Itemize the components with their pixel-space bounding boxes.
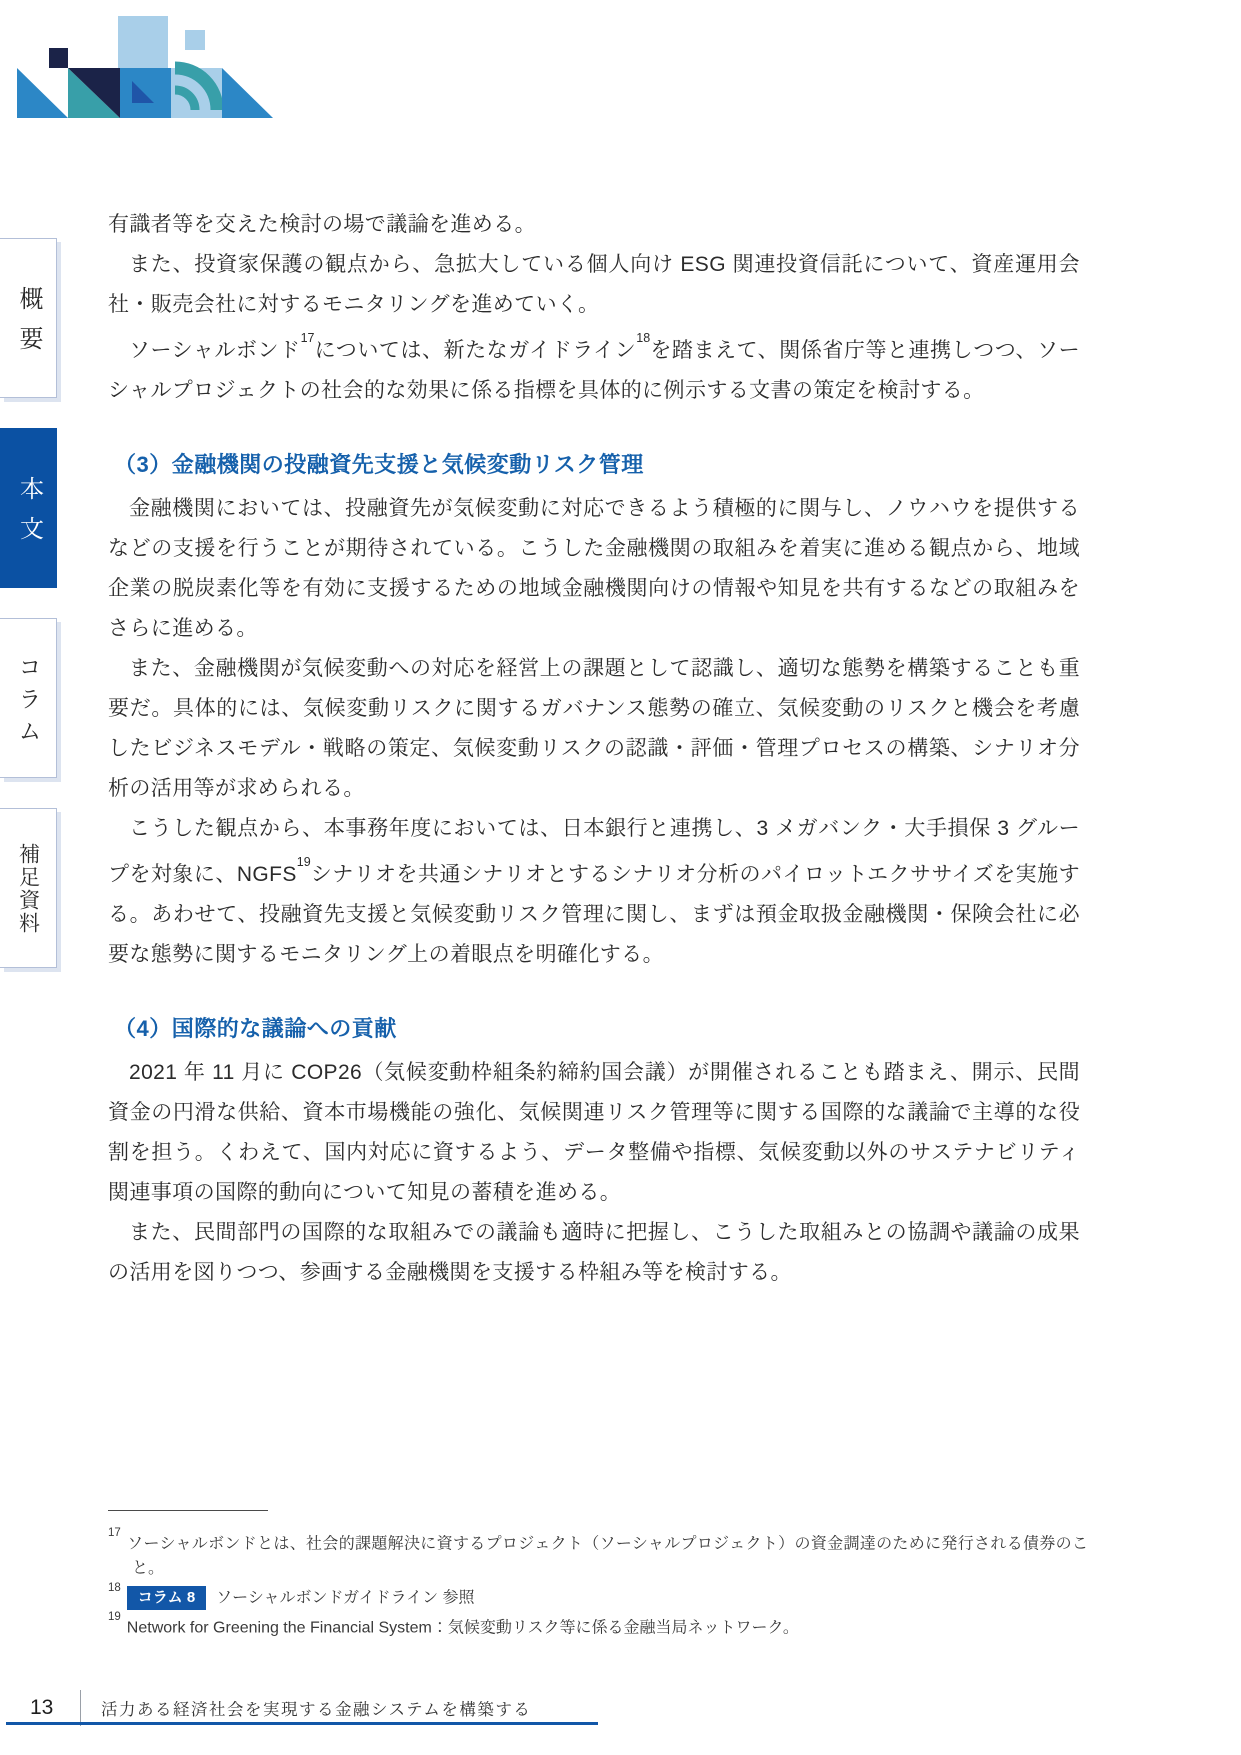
footnotes-section [108, 1510, 1088, 1640]
section-heading-4: （4）国際的な議論への貢献 [114, 1016, 397, 1041]
logo-small-light-square [185, 30, 205, 50]
sidebar-tab-column[interactable] [0, 618, 57, 778]
footnote-19 [108, 1611, 1088, 1640]
footnote-number: 17 [108, 1527, 121, 1540]
footnote-separator-rule [108, 1510, 268, 1511]
body-paragraph: 2021 年 11 月に COP26（気候変動枠組条約締約国会議）が開催されることも踏まえ、開示、民間資金の円滑な供給、資本市場機能の強化、気候関連リスク管理等に関する国際的な議論で主導的な役割を担う。くわえて、国内対応に資するよう、データ整備や指標、気候変動以外のサステナビリティ関連事項の国際的動向について知見の蓄積を進める。 [108, 1061, 1080, 1204]
sidebar-tab-supplementary[interactable] [0, 808, 57, 968]
footer-accent-rule [6, 1722, 598, 1725]
body-paragraph [108, 325, 1080, 411]
section-heading-3: （3）金融機関の投融資先支援と気候変動リスク管理 [114, 452, 644, 477]
footnote-number: 18 [108, 1581, 121, 1594]
body-paragraph: また、金融機関が気候変動への対応を経営上の課題として認識し、適切な態勢を構築することも重要だ。具体的には、気候変動リスクに関するガバナンス態勢の確立、気候変動のリスクと機会を考慮したビジネスモデル・戦略の策定、気候変動リスクの認識・評価・管理プロセスの構築、シナリオ分析の活用等が求められる。 [108, 657, 1080, 800]
tab-label: コラム [15, 654, 42, 751]
body-paragraph: また、投資家保護の観点から、急拡大している個人向け ESG 関連投資信託について、資産運用会社・販売会社に対するモニタリングを進めていく。 [108, 253, 1080, 316]
logo-blue-triangle-right [222, 68, 273, 118]
paragraph-text: を踏まえて、関係省庁等と連携しつつ、ソーシャルプロジェクトの社会的な効果に係る指標を具体的に例示する文書の策定を検討する。 [108, 339, 1080, 402]
body-paragraph: 有識者等を交えた検討の場で議論を進める。 [108, 213, 536, 236]
footnote-ref-18: 18 [636, 331, 651, 346]
chapter-title: 活力ある経済社会を実現する金融システムを構築する [101, 1701, 532, 1719]
logo-light-square [118, 16, 168, 68]
footnote-18 [108, 1581, 1088, 1610]
paragraph-text: ソーシャルボンド [129, 339, 301, 362]
logo-navy-square [49, 48, 68, 68]
tab-label: 本文 [15, 476, 43, 556]
page-number: 13 [30, 1696, 54, 1719]
footnote-number: 19 [108, 1610, 121, 1623]
paragraph-text: こうした観点から、本事務年度においては、日本銀行と連携し、3 メガバンク・大手損保 3 グループを対象に、NGFS [108, 817, 1080, 886]
sidebar-tab-main-text[interactable] [0, 428, 57, 588]
sidebar-tabs [0, 238, 62, 968]
footnote-ref-19: 19 [296, 855, 311, 870]
footnote-text: Network for Greening the Financial System：気候変動リスク等に係る金融当局ネットワーク。 [126, 1618, 799, 1636]
sidebar-tab-overview[interactable] [0, 238, 57, 398]
tab-label: 補足資料 [16, 843, 40, 935]
jfsa-geometric-logo [17, 15, 273, 121]
footnote-text: ソーシャルボンドガイドライン 参照 [216, 1589, 475, 1607]
tab-label: 概要 [15, 286, 42, 366]
page-footer [0, 1690, 700, 1726]
logo-blue-triangle-left [17, 68, 68, 118]
body-paragraph: 金融機関においては、投融資先が気候変動に対応できるよう積極的に関与し、ノウハウを提供するなどの支援を行うことが期待されている。こうした金融機関の取組みを着実に進める観点から、地域企業の脱炭素化等を有効に支援するための地域金融機関向けの情報や知見を共有するなどの取組みをさらに進める。 [108, 497, 1080, 640]
footnote-17 [108, 1527, 1088, 1581]
main-content [108, 205, 1080, 1293]
column-8-badge[interactable]: コラム 8 [127, 1586, 206, 1610]
footnote-ref-17: 17 [300, 331, 315, 346]
footnote-text: ソーシャルボンドとは、社会的課題解決に資するプロジェクト（ソーシャルプロジェクト）の資金調達のために発行される債券のこと。 [126, 1535, 1088, 1578]
paragraph-text: シナリオを共通シナリオとするシナリオ分析のパイロットエクササイズを実施する。あわせて、投融資先支援と気候変動リスク管理に関し、まずは預金取扱金融機関・保険会社に必要な態勢に関するモニタリング上の着眼点を明確化する。 [108, 863, 1081, 966]
body-paragraph: また、民間部門の国際的な取組みでの議論も適時に把握し、こうした取組みとの協調や議論の成果の活用を図りつつ、参画する金融機関を支援する枠組み等を検討する。 [108, 1221, 1080, 1284]
footer-divider [80, 1690, 81, 1726]
paragraph-text: については、新たなガイドライン [314, 339, 637, 362]
body-paragraph [108, 809, 1080, 975]
logo-blue-square [120, 68, 171, 118]
